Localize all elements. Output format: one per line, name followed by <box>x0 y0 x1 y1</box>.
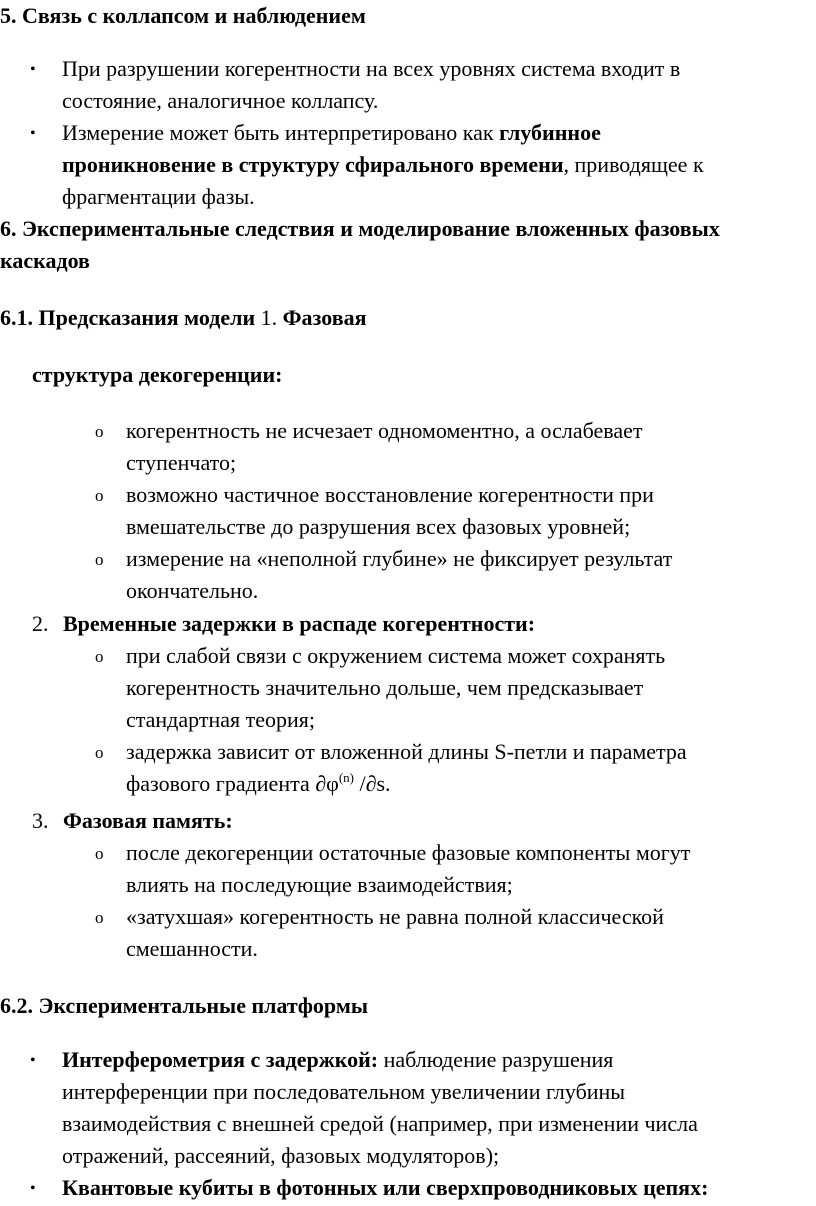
s61-item2-number: 2. <box>32 611 49 636</box>
s62-b1-line1 <box>62 1044 613 1076</box>
s62-b1-line4: отражений, рассеяний, фазовых модуляторов); <box>62 1143 500 1168</box>
bullet-o: o <box>95 486 104 505</box>
s61-i1-b1-line1: когерентность не исчезает одномоментно, а ослабевает <box>126 418 643 443</box>
s5-b2-text2: , приводящее к <box>563 152 704 177</box>
s61-i1-b1-line2: ступенчато; <box>126 450 237 475</box>
s61-i2-b1-line3: стандартная теория; <box>126 707 316 732</box>
section-6-title-line1: 6. Экспериментальные следствия и моделирование вложенных фазовых <box>0 216 720 241</box>
s62-b1-text: наблюдение разрушения <box>378 1047 614 1072</box>
section-5-title: 5. Связь с коллапсом и наблюдением <box>0 3 366 28</box>
s61-item3-title: Фазовая память: <box>63 808 233 833</box>
s5-b2-line2 <box>62 149 704 181</box>
s5-b2-bold: глубинное <box>499 120 601 145</box>
s5-b1-line2: состояние, аналогичное коллапсу. <box>62 88 379 113</box>
s61-title-bold: 6.1. Предсказания модели <box>0 305 261 330</box>
s5-b2-line1 <box>62 117 601 149</box>
bullet-dot: • <box>30 61 36 78</box>
s61-i1-b2-line1: возможно частичное восстановление когерентности при <box>126 482 654 507</box>
s61-i3-b2-line1: «затухшая» когерентность не равна полной классической <box>126 904 664 929</box>
s61-i1-b3-line2: окончательно. <box>126 578 259 603</box>
bullet-dot: • <box>30 1180 36 1197</box>
s62-b1-line2: интерференции при последовательном увеличении глубины <box>62 1079 626 1104</box>
s61-i2-b2-line2 <box>126 768 391 800</box>
s61-item2-title: Временные задержки в распаде когерентности: <box>63 611 536 636</box>
s5-b2-text: Измерение может быть интерпретировано как <box>62 120 500 145</box>
s61-i2-b1-line1: при слабой связи с окружением система может сохранять <box>126 643 666 668</box>
s61-item1-number: 1. <box>260 305 283 330</box>
bullet-o: o <box>95 550 104 569</box>
s61-i3-b2-line2: смешанности. <box>126 936 258 961</box>
s5-b2-line3: фрагментации фазы. <box>62 184 255 209</box>
section-6-title-line2: каскадов <box>0 248 90 273</box>
s61-i2-b2-text2: /∂s. <box>353 771 391 796</box>
bullet-o: o <box>95 908 104 927</box>
s5-b1-line1: При разрушении когерентности на всех уровнях система входит в <box>62 56 681 81</box>
s62-b2-line1: Квантовые кубиты в фотонных или сверхпроводниковых цепях: <box>62 1175 709 1200</box>
s61-i2-b2-line1: задержка зависит от вложенной длины S-петли и параметра <box>126 739 687 764</box>
s61-title-bold2: Фазовая <box>282 305 367 330</box>
section-6-1-title <box>0 302 366 334</box>
s61-item1-title: структура декогеренции: <box>32 362 283 387</box>
s61-i3-b1-line1: после декогеренции остаточные фазовые компоненты могут <box>126 840 691 865</box>
bullet-dot: • <box>30 1052 36 1069</box>
s61-i2-b1-line2: когерентность значительно дольше, чем предсказывает <box>126 675 644 700</box>
bullet-o: o <box>95 647 104 666</box>
bullet-dot: • <box>30 125 36 142</box>
s62-b1-bold: Интерферометрия с задержкой: <box>62 1047 379 1072</box>
s62-b1-line3: взаимодействия с внешней средой (например, при изменении числа <box>62 1111 698 1136</box>
bullet-o: o <box>95 743 104 762</box>
bullet-o: o <box>95 422 104 441</box>
s61-i1-b2-line2: вмешательстве до разрушения всех фазовых уровней; <box>126 514 631 539</box>
s61-i2-b2-text: фазового градиента ∂φ <box>126 771 339 796</box>
s61-item3-number: 3. <box>32 808 49 833</box>
s61-i3-b1-line2: влиять на последующие взаимодействия; <box>126 872 513 897</box>
s5-b2-bold2: проникновение в структуру сфирального времени <box>62 152 564 177</box>
bullet-o: o <box>95 844 104 863</box>
superscript-n: (n) <box>338 770 354 785</box>
s61-i1-b3-line1: измерение на «неполной глубине» не фиксирует результат <box>126 546 673 571</box>
section-6-2-title: 6.2. Экспериментальные платформы <box>0 993 368 1018</box>
